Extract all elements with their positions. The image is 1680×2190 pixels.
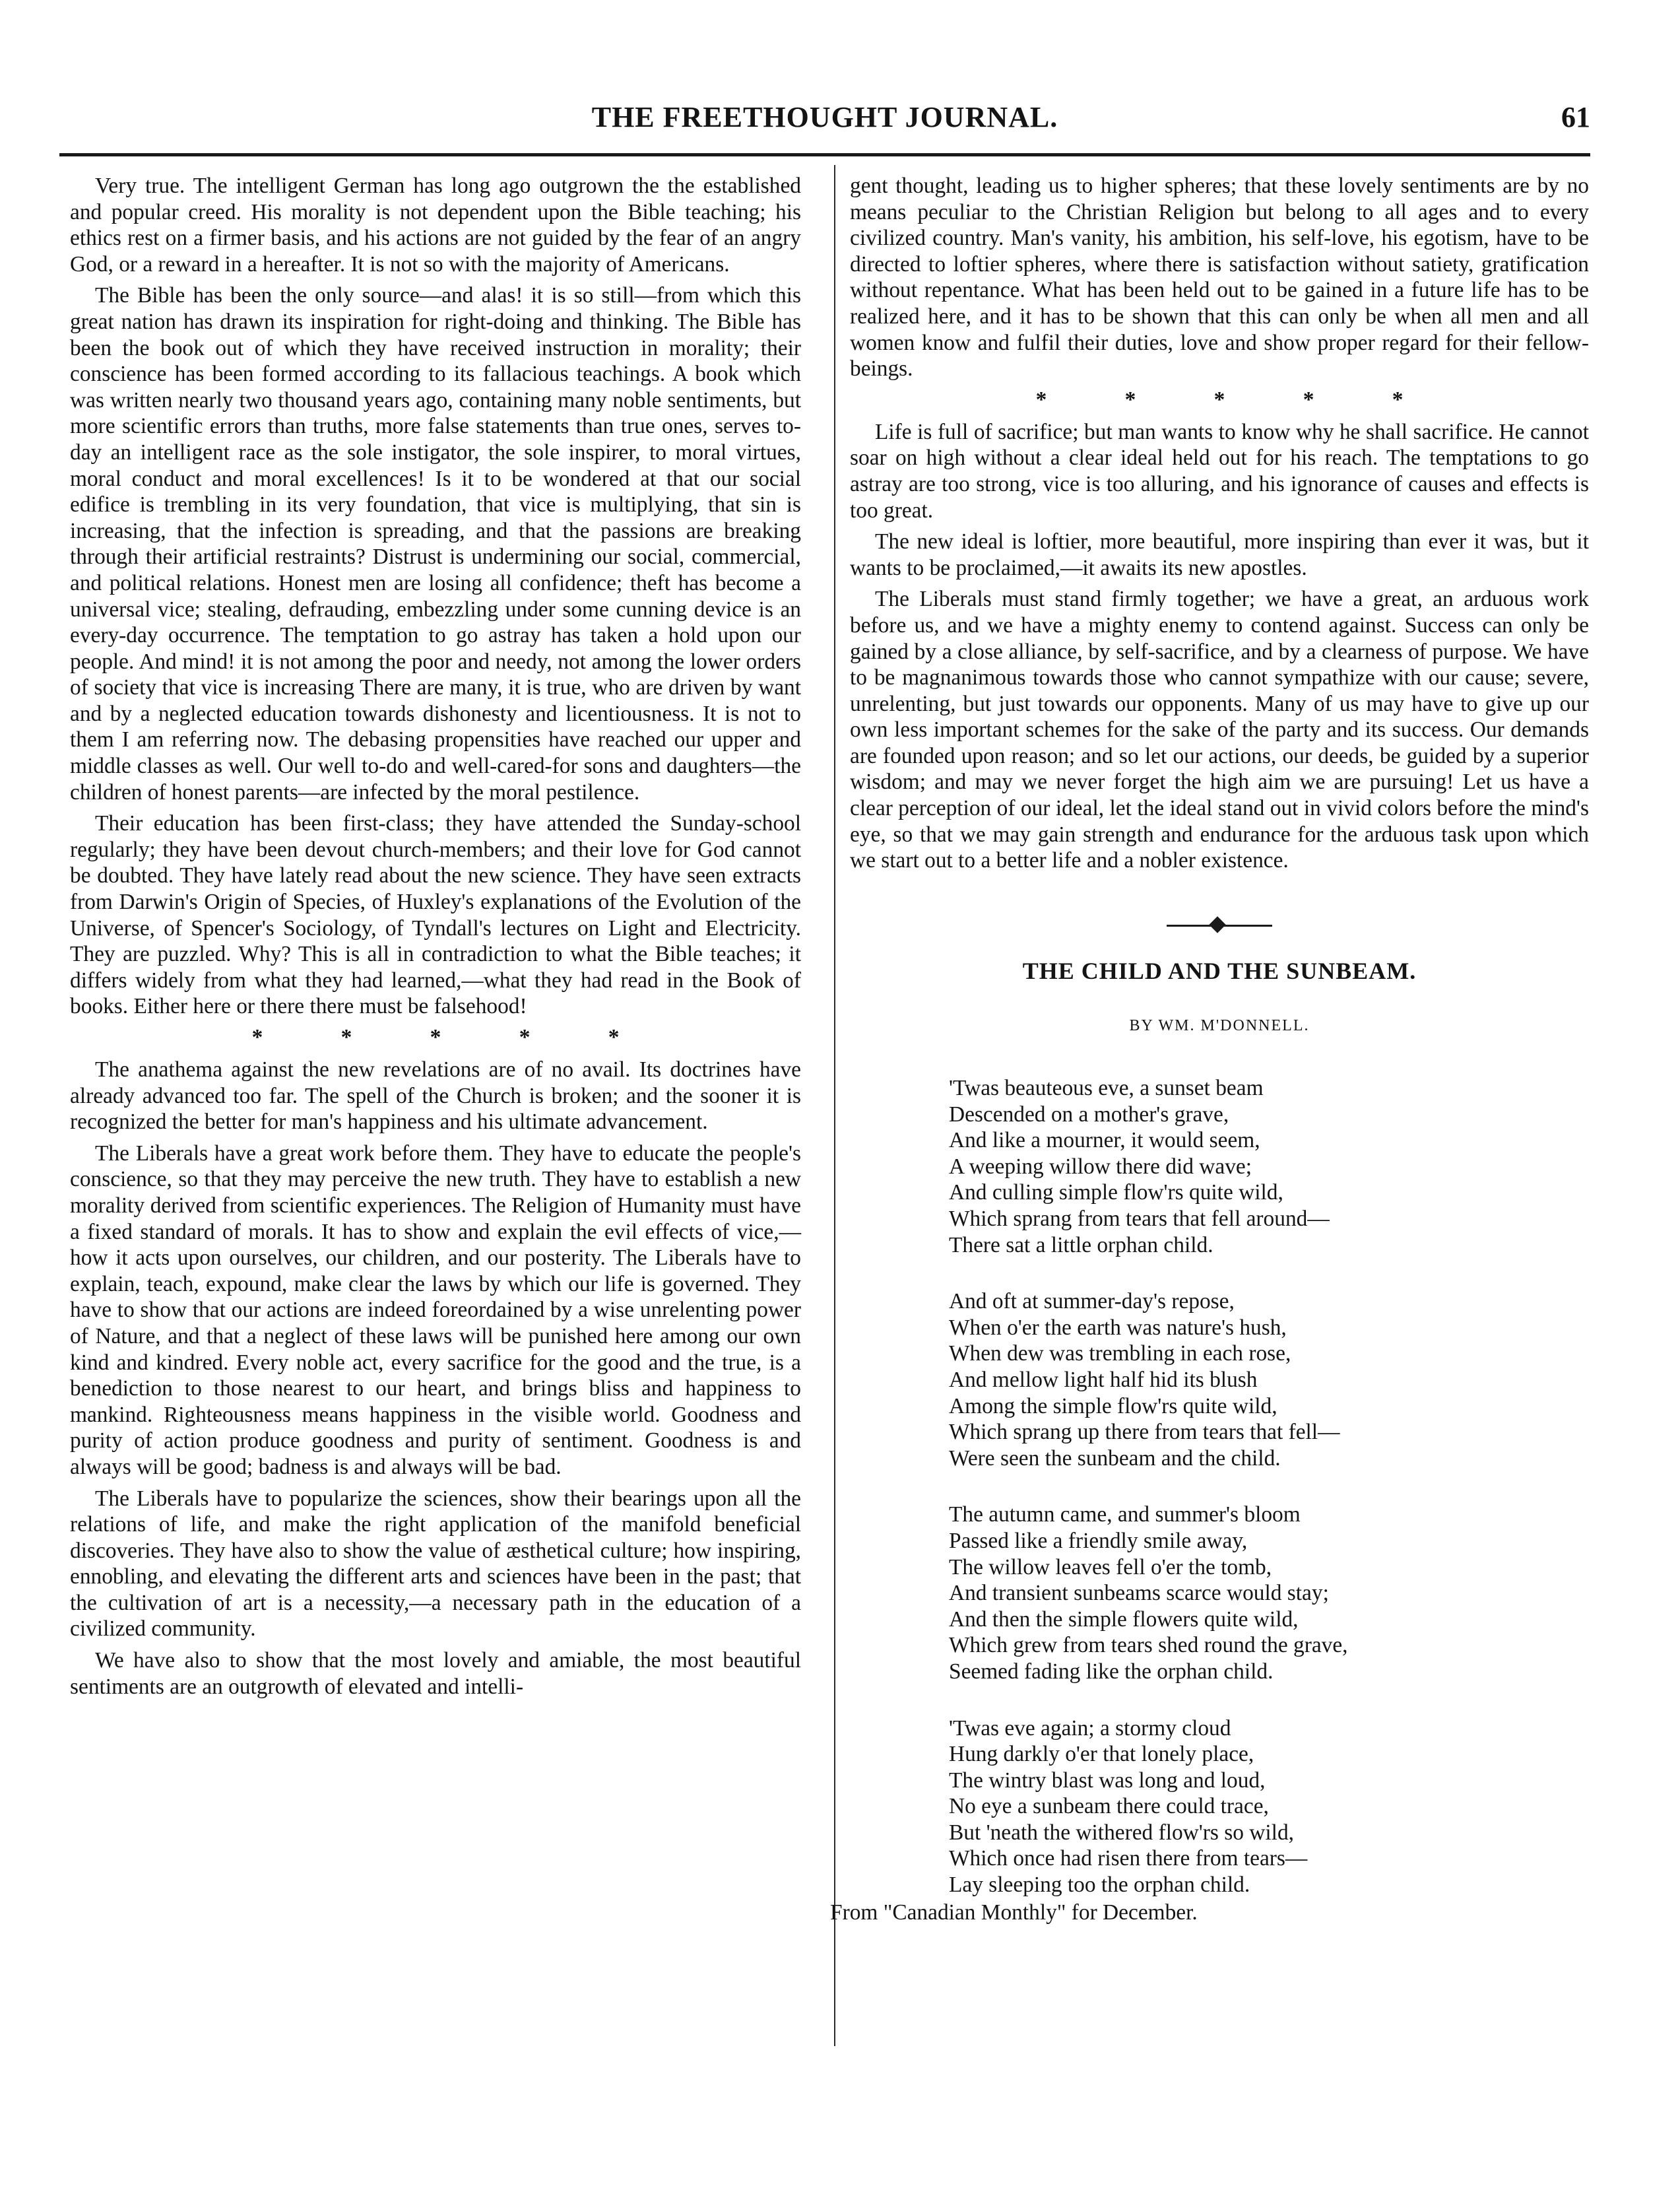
header-rule bbox=[59, 153, 1590, 156]
poem-line: Descended on a mother's grave, bbox=[949, 1102, 1229, 1127]
poem-line: And like a mourner, it would seem, bbox=[949, 1128, 1260, 1153]
page-header bbox=[59, 99, 1590, 139]
poem-line: Passed like a friendly smile away, bbox=[949, 1528, 1248, 1553]
poem-line: No eye a sunbeam there could trace, bbox=[949, 1794, 1269, 1819]
poem-line: Among the simple flow'rs quite wild, bbox=[949, 1393, 1277, 1418]
left-column bbox=[70, 173, 801, 1705]
poem-line: The wintry blast was long and loud, bbox=[949, 1768, 1266, 1793]
poem-line: Were seen the sunbeam and the child. bbox=[949, 1445, 1281, 1471]
poem-line: But 'neath the withered flow'rs so wild, bbox=[949, 1820, 1295, 1845]
poem-stanza bbox=[949, 1502, 1589, 1684]
poem-stanza bbox=[949, 1715, 1589, 1898]
paragraph: gent thought, leading us to higher spheres; that these lovely sentiments are by no means peculiar to the Christian Religion but belong to all ages and to every civilized country. Man's vanity, his ambition, his self-love, his egotism, have to be directed to loftier spheres, where there is satisfaction without satiety, gratification without repentance. What has been held out to be gained in a future life has to be realized here, and it has to be shown that this can only be when all men and all women know and fulfil their duties, love and show proper regard for their fellow-beings. bbox=[850, 174, 1589, 382]
poem-source-credit: From "Canadian Monthly" for December. bbox=[830, 1900, 1198, 1925]
paragraph: The Liberals have to popularize the sciences, show their bearings upon all the relations of life, and make the right application of the manifold beneficial discoveries. They have also to show the value of æsthetical culture; how inspiring, ennobling, and elevating the different arts and sciences have been in the past; that the cultivation of art is a necessity,—a necessary path in the education of a civilized community. bbox=[70, 1486, 801, 1642]
poem-byline: BY WM. M'DONNELL. bbox=[1129, 1017, 1310, 1035]
poem-line: Which sprang from tears that fell around— bbox=[949, 1207, 1330, 1231]
poem-title: THE CHILD AND THE SUNBEAM. bbox=[1022, 957, 1417, 984]
poem-line: Lay sleeping too the orphan child. bbox=[949, 1873, 1250, 1898]
poem-line: And mellow light half hid its blush bbox=[949, 1367, 1258, 1392]
paragraph: The Liberals must stand firmly together; we have a great, an arduous work before us, and we have a mighty enemy to contend against. Success can only be gained by a close alliance, by self-sacrifice, and by a clearness of purpose. We have to be magnanimous towards those who cannot sympathize with our cause; severe, unrelenting, but just towards our opponents. Many of us may have to give up our own less important schemes for the sake of the party and its success. Our demands are founded upon reason; and so let our actions, our deeds, be guided by a superior wisdom; and may we never forget the high aim we are pursuing! Let us have a clear perception of our ideal, let the ideal stand out in vivid colors before the mind's eye, so that we may gain strength and endurance for the arduous task upon which we start out to a better life and a nobler existence. bbox=[850, 587, 1589, 873]
section-break-stars: * * * * * bbox=[1035, 387, 1404, 412]
poem-line: Which once had risen there from tears— bbox=[949, 1846, 1308, 1871]
poem-line: 'Twas beauteous eve, a sunset beam bbox=[949, 1076, 1264, 1101]
right-column bbox=[830, 173, 1589, 1925]
poem-line: And culling simple flow'rs quite wild, bbox=[949, 1180, 1283, 1205]
paragraph: Their education has been first-class; they have attended the Sunday-school regularly; they have been devout church-members; and their love for God cannot be doubted. They have lately read about the new science. They have seen extracts from Darwin's Origin of Species, of Huxley's explanations of the Evolution of the Universe, of Spencer's Sociology, of Tyndall's lectures on Light and Electricity. They are puzzled. Why? This is all in contradiction to what the Bible teaches; it differs widely from what they had learned,—what they had read in the Book of books. Either here or there there must be falsehood! bbox=[70, 811, 801, 1019]
poem-stanza bbox=[949, 1075, 1589, 1258]
page-number: 61 bbox=[1561, 101, 1590, 133]
poem-line: When o'er the earth was nature's hush, bbox=[949, 1315, 1287, 1340]
poem-line: And transient sunbeams scarce would stay; bbox=[949, 1581, 1329, 1606]
poem-line: A weeping willow there did wave; bbox=[949, 1154, 1252, 1179]
poem-line: The autumn came, and summer's bloom bbox=[949, 1502, 1301, 1527]
poem-line: Which grew from tears shed round the grave, bbox=[949, 1633, 1348, 1658]
paragraph: Life is full of sacrifice; but man wants to know why he shall sacrifice. He cannot soar on high without a clear ideal held out for his reach. The temptations to go astray are too strong, vice is too alluring, and his ignorance of causes and effects is too great. bbox=[850, 419, 1589, 523]
section-break-stars: * * * * * bbox=[251, 1025, 620, 1049]
poem-line: 'Twas eve again; a stormy cloud bbox=[949, 1715, 1231, 1741]
poem-line: Seemed fading like the orphan child. bbox=[949, 1659, 1274, 1684]
poem-line: Hung darkly o'er that lonely place, bbox=[949, 1742, 1254, 1767]
paragraph: Very true. The intelligent German has long ago outgrown the the established and popular creed. His morality is not dependent upon the Bible teaching; his ethics rest on a firmer basis, and his actions are not guided by the fear of an angry God, or a reward in a hereafter. It is not so with the majority of Americans. bbox=[70, 174, 801, 277]
poem-stanza bbox=[949, 1288, 1589, 1471]
poem-divider-ornament bbox=[1167, 917, 1272, 933]
journal-title: THE FREETHOUGHT JOURNAL. bbox=[591, 101, 1058, 133]
paragraph: We have also to show that the most lovely and amiable, the most beautiful sentiments are an outgrowth of elevated and intelli- bbox=[70, 1648, 801, 1699]
paragraph: The anathema against the new revelations are of no avail. Its doctrines have already advanced too far. The spell of the Church is broken; and the sooner it is recognized the better for man's happiness and his ultimate advancement. bbox=[70, 1057, 801, 1135]
paragraph: The Bible has been the only source—and alas! it is so still—from which this great nation has drawn its inspiration for right-doing and thinking. The Bible has been the book out of which they have received instruction in morality; their conscience has been formed according to its fallacious teachings. A book which was written nearly two thousand years ago, containing many noble sentiments, but more scientific errors than truths, more false statements than true ones, serves to-day an intelligent race as the sole instigator, the sole inspirer, to moral virtues, moral conduct and moral excellences! Is it to be wondered at that our social edifice is trembling in its very foundation, that vice is multiplying, that sin is increasing, that the infection is spreading, and that the passions are breaking through their artificial restraints? Distrust is undermining our social, commercial, and political relations. Honest men are losing all confidence; theft has become a universal vice; stealing, defrauding, embezzling under some cunning device is an every-day occurrence. The temptation to go astray has taken a hold upon our people. And mind! it is not among the poor and needy, not among the lower orders of society that vice is increasing There are many, it is true, who are driven by want and by a neglected education towards dishonesty and licentiousness. It is not to them I am referring now. The debasing propensities have reached our upper and middle classes as well. Our well to-do and well-cared-for sons and daughters—the children of honest parents—are infected by the moral pestilence. bbox=[70, 283, 801, 805]
poem-line: When dew was trembling in each rose, bbox=[949, 1341, 1291, 1366]
poem-line: There sat a little orphan child. bbox=[949, 1232, 1213, 1257]
poem-line: And oft at summer-day's repose, bbox=[949, 1289, 1235, 1314]
column-divider bbox=[834, 165, 835, 2046]
poem-line: And then the simple flowers quite wild, bbox=[949, 1607, 1299, 1632]
paragraph: The new ideal is loftier, more beautiful, more inspiring than ever it was, but it wants to be proclaimed,—it awaits its new apostles. bbox=[850, 529, 1589, 580]
paragraph: The Liberals have a great work before them. They have to educate the people's conscience, so that they may perceive the new truth. They have to establish a new morality derived from scientific experiences. The Religion of Humanity must have a fixed standard of morals. It has to show and explain the evil effects of vice,—how it acts upon ourselves, our children, and our posterity. The Liberals have to explain, teach, expound, make clear the laws by which our life is governed. They have to show that our actions are indeed foreordained by a wise unrelenting power of Nature, and that a neglect of these laws will be punished here among our own kind and kindred. Every noble act, every sacrifice for the good and the true, is a benediction to those nearest to our heart, and brings bliss and happiness to mankind. Righteousness means happiness in the visible world. Goodness and purity of action produce goodness and purity of sentiment. Goodness is and always will be good; badness is and always will be bad. bbox=[70, 1141, 801, 1479]
poem-line: The willow leaves fell o'er the tomb, bbox=[949, 1554, 1272, 1579]
poem-line: Which sprang up there from tears that fell— bbox=[949, 1420, 1340, 1445]
